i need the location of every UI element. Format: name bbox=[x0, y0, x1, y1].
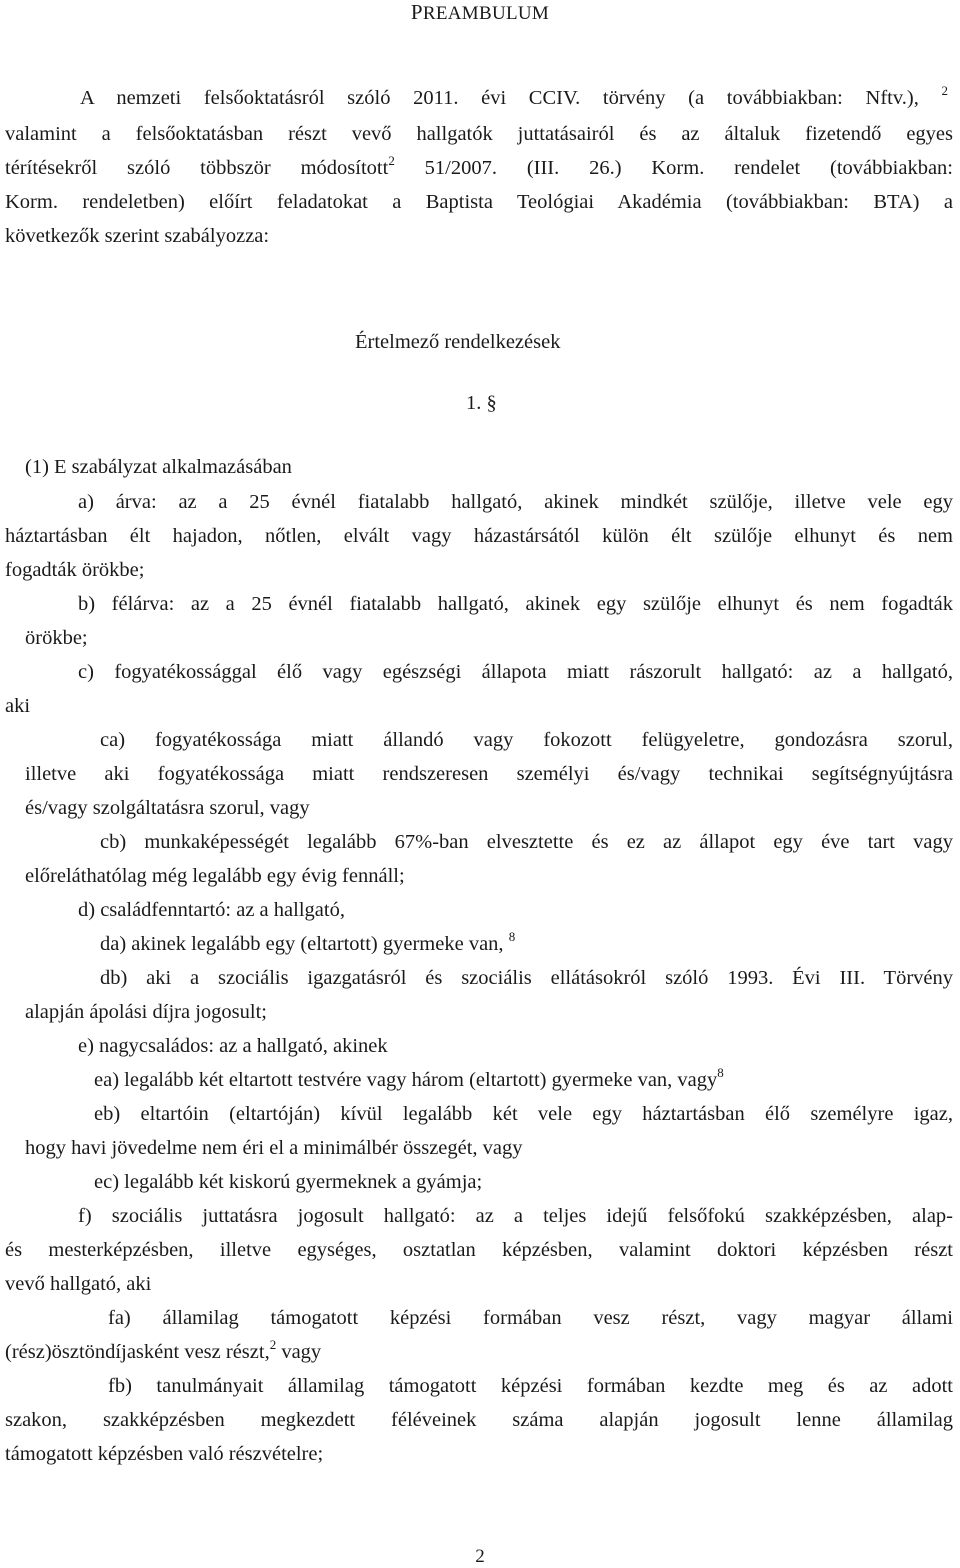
item-fb-line-3: támogatott képzésben való részvételre; bbox=[5, 1443, 324, 1465]
item-ea-text: ea) legalább két eltartott testvére vagy három (eltartott) gyermeke van, vagy bbox=[94, 1069, 718, 1091]
footnote-ref: 2 bbox=[941, 83, 949, 98]
item-a-line-2: háztartásban élt hajadon, nőtlen, elvált vagy házastársától külön élt szülője elhunyt és nem bbox=[5, 525, 953, 547]
preamble-text-1: A nemzeti felsőoktatásról szóló 2011. évi CCIV. törvény (a továbbiakban: Nftv.), bbox=[80, 87, 919, 109]
item-eb-line-2: hogy havi jövedelme nem éri el a minimálbér összegét, vagy bbox=[25, 1137, 523, 1159]
item-eb-line-1: eb) eltartóin (eltartóján) kívül legalább két vele egy háztartásban élő személyre igaz, bbox=[94, 1103, 953, 1125]
paragraph-sign: § bbox=[486, 392, 497, 414]
footnote-ref: 8 bbox=[508, 929, 516, 944]
item-b-line-2: örökbe; bbox=[25, 627, 88, 649]
item-da-line-1 bbox=[100, 929, 516, 955]
page-heading bbox=[0, 0, 960, 25]
item-a-line-3: fogadták örökbe; bbox=[5, 559, 145, 581]
footnote-ref: 2 bbox=[388, 153, 395, 168]
item-c-line-2: aki bbox=[5, 695, 31, 717]
item-e-line-1: e) nagycsaládos: az a hallgató, akinek bbox=[78, 1035, 388, 1057]
item-d-line-1: d) családfenntartó: az a hallgató, bbox=[78, 899, 345, 921]
footnote-ref: 2 bbox=[269, 1337, 277, 1352]
item-cb-line-1: cb) munkaképességét legalább 67%-ban elvesztette és ez az állapot egy éve tart vagy bbox=[100, 831, 953, 853]
page-number: 2 bbox=[475, 1546, 485, 1567]
preamble-text-3a: térítésekről szóló többször módosított bbox=[5, 157, 389, 179]
preamble-line-5: következők szerint szabályozza: bbox=[5, 225, 270, 247]
item-b-line-1: b) félárva: az a 25 évnél fiatalabb hallgató, akinek egy szülője elhunyt és nem fogadták bbox=[78, 593, 953, 615]
section-number bbox=[466, 393, 497, 414]
heading-initial: P bbox=[410, 0, 423, 24]
item-ca-line-3: és/vagy szolgáltatásra szorul, vagy bbox=[25, 797, 310, 819]
item-a-line-1: a) árva: az a 25 évnél fiatalabb hallgató, akinek mindkét szülője, illetve vele egy bbox=[78, 491, 953, 513]
item-cb-line-2: előreláthatólag még legalább egy évig fennáll; bbox=[25, 865, 405, 887]
item-ec-line-1: ec) legalább két kiskorú gyermeknek a gyámja; bbox=[94, 1171, 483, 1193]
preamble-text-3b: 51/2007. (III. 26.) Korm. rendelet (továbbiakban: bbox=[394, 157, 953, 179]
preamble-line-1 bbox=[80, 83, 949, 109]
item-db-line-1: db) aki a szociális igazgatásról és szociális ellátásokról szóló 1993. Évi III. Törvény bbox=[100, 967, 953, 989]
item-fa-line-1: fa) államilag támogatott képzési formában vesz részt, vagy magyar állami bbox=[108, 1307, 953, 1329]
section-title: Értelmező rendelkezések bbox=[355, 331, 561, 353]
body-intro: (1) E szabályzat alkalmazásában bbox=[25, 456, 292, 478]
item-ca-line-2: illetve aki fogyatékossága miatt rendszeresen személyi és/vagy technikai segítségnyújtásra bbox=[25, 763, 953, 785]
heading-rest: REAMBULUM bbox=[422, 3, 550, 24]
preamble-line-4: Korm. rendeletben) előírt feladatokat a Baptista Teológiai Akadémia (továbbiakban: BTA) a bbox=[5, 191, 953, 213]
preamble-line-3 bbox=[5, 153, 953, 179]
item-da-text: da) akinek legalább egy (eltartott) gyermeke van, bbox=[100, 933, 504, 955]
section-number-text: 1. bbox=[466, 392, 482, 414]
item-f-line-3: vevő hallgató, aki bbox=[5, 1273, 152, 1295]
item-fa-line-2 bbox=[5, 1337, 322, 1363]
preamble-line-2: valamint a felsőoktatásban részt vevő hallgatók juttatásairól és az általuk fizetendő egyes bbox=[5, 123, 953, 145]
item-fb-line-2: szakon, szakképzésben megkezdett féléveinek száma alapján jogosult lenne államilag bbox=[5, 1409, 953, 1431]
item-ea-line-1 bbox=[94, 1065, 724, 1091]
item-c-line-1: c) fogyatékossággal élő vagy egészségi állapota miatt rászorult hallgató: az a hallgató, bbox=[78, 661, 953, 683]
item-fa-text: (rész)ösztöndíjasként vesz részt, bbox=[5, 1341, 270, 1363]
item-f-line-2: és mesterképzésben, illetve egységes, osztatlan képzésben, valamint doktori képzésben részt bbox=[5, 1239, 953, 1261]
item-fa-tail: vagy bbox=[276, 1341, 322, 1363]
item-fb-line-1: fb) tanulmányait államilag támogatott képzési formában kezdte meg és az adott bbox=[108, 1375, 953, 1397]
item-db-line-2: alapján ápolási díjra jogosult; bbox=[25, 1001, 267, 1023]
item-ca-line-1: ca) fogyatékossága miatt állandó vagy fokozott felügyeletre, gondozásra szorul, bbox=[100, 729, 953, 751]
footnote-ref: 8 bbox=[717, 1065, 724, 1080]
item-f-line-1: f) szociális juttatásra jogosult hallgató: az a teljes idejű felsőfokú szakképzésben, alap- bbox=[78, 1205, 953, 1227]
